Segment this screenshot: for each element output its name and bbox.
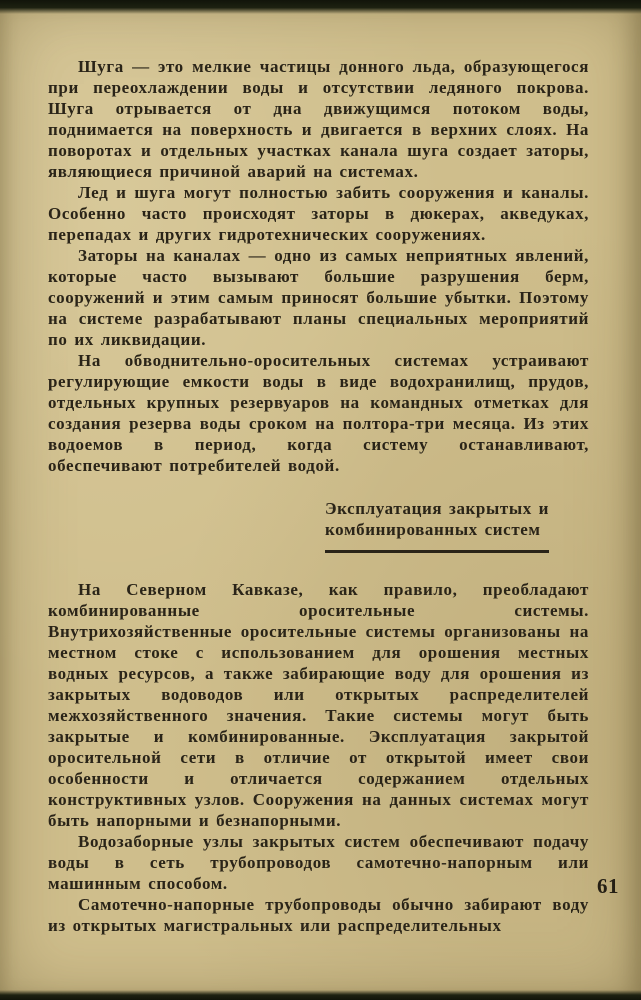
section-heading-line-1: Эксплуатация закрытых и [325,499,550,518]
paragraph: Заторы на каналах — одно из самых неприятных явлений, которые часто вызывают большие разрушения берм, сооружений и этим самым приносят большие убытки. Поэтому на системе разрабатывают планы специальных мероприятий по их ликвидации. [48,246,589,349]
page-content [48,56,589,936]
scan-top-edge [0,0,641,14]
section-heading [325,498,549,553]
paragraph: Водозаборные узлы закрытых систем обеспечивают подачу воды в сеть трубопроводов самотечно-напорным или машинным способом. [48,832,589,893]
paragraph: На Северном Кавказе, как правило, преобладают комбинированные оросительные системы. Внутрихозяйственные оросительные системы организованы на местном стоке с использованием для орошения местных водных ресурсов, а также забирающие воду для орошения из закрытых водоводов или открытых распределителей межхозяйственного значения. Такие системы могут быть закрытые и комбинированные. Эксплуатация закрытой оросительной сети в отличие от открытой имеет свои особенности и отличается содержанием отдельных конструктивных узлов. Сооружения на данных системах могут быть напорными и безнапорными. [48,580,589,830]
paragraph: Самотечно-напорные трубопроводы обычно забирают воду из открытых магистральных или распределительных [48,895,589,935]
paragraph: На обводнительно-оросительных системах устраивают регулирующие емкости воды в виде водохранилищ, прудов, отдельных крупных резервуаров на командных отметках для создания резерва воды сроком на полтора-три месяца. Из этих водоемов в период, когда систему останавливают, обеспечивают потребителей водой. [48,351,589,475]
section-heading-line-2: комбинированных систем [325,520,541,539]
scan-bottom-edge [0,990,641,1000]
paragraph: Шуга — это мелкие частицы донного льда, образующегося при переохлаждении воды и отсутствии ледяного покрова. Шуга отрывается от дна движущимся потоком воды, поднимается на поверхность и двигается в верхних слоях. На поворотах и отдельных участках канала шуга создает заторы, являющиеся причиной аварий на системах. [48,57,589,181]
page-number: 61 [597,874,619,898]
paragraph: Лед и шуга могут полностью забить сооружения и каналы. Особенно часто происходят заторы в дюкерах, акведуках, перепадах и других гидротехнических сооружениях. [48,183,589,244]
